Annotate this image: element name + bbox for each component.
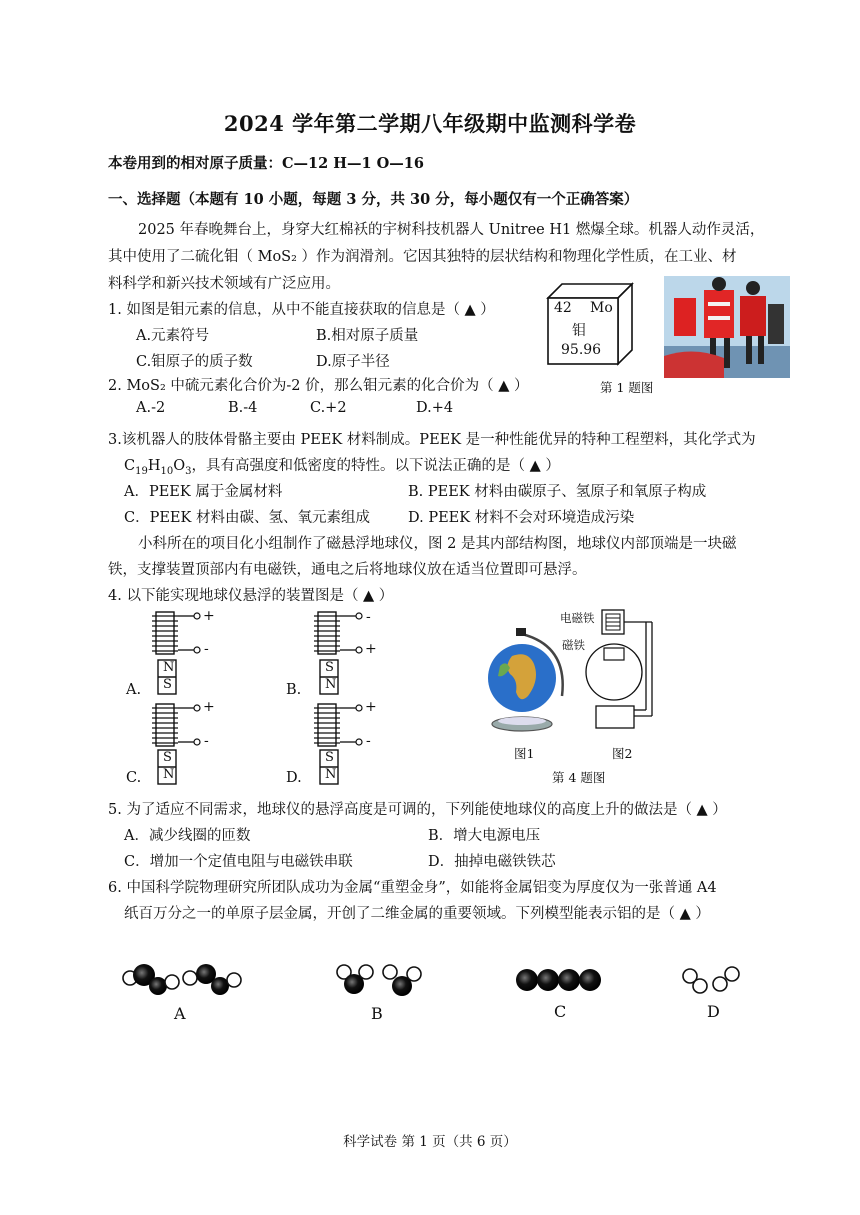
q4-a-pole-bottom: S [163,677,172,692]
q3-formula: $C_{19}H_{10}O_3$ [124,458,192,477]
model-label-c: C [554,1002,567,1021]
q1-option-b: B.相对原子质量 [316,328,419,344]
electromagnet-label: 电磁铁 [560,611,595,625]
page-footer: 科学试卷 第 1 页（共 6 页） [343,1134,517,1150]
q6-stem-1: 6. 中国科学院物理研究所团队成功为金属“重塑金身”，如能将金属铝变为厚度仅为一张普通 A4 [108,880,717,896]
model-b-diagram [334,960,430,1002]
q4-c-pole-bottom: N [163,767,175,782]
globe-figure [482,626,572,738]
robot-photo [664,276,790,378]
q4-label-d: D. [286,770,302,786]
q1-option-c: C.钼原子的质子数 [136,354,253,370]
q3-option-d: D. PEEK 材料不会对环境造成污染 [408,510,635,526]
q4-d-pole-bottom: N [325,767,337,782]
q4-b-pole-top: S [325,660,334,675]
q3-option-b: B. PEEK 材料由碳原子、氢原子和氧原子构成 [408,484,707,500]
element-number: 42 [554,300,572,316]
model-a-diagram [118,960,248,1002]
q4-stem: 4. 以下能实现地球仪悬浮的装置图是（ ▲ ） [108,588,394,604]
q3-stem-1: 3.该机器人的肢体骨骼主要由 PEEK 材料制成。PEEK 是一种性能优异的特种工程塑料，其化学式为 [108,432,756,448]
q2-option-d: D.+4 [416,400,454,416]
q2-stem: 2. MoS₂ 中硫元素化合价为-2 价，那么钼元素的化合价为（ ▲ ） [108,378,529,394]
q5-option-c: C．增加一个定值电阻与电磁铁串联 [124,854,353,870]
q4-a-terminal-1: + [203,608,215,624]
intro2-line-1: 小科所在的项目化小组制作了磁悬浮地球仪，图 2 是其内部结构图，地球仪内部顶端是一块磁 [138,536,737,552]
q5-stem: 5. 为了适应不同需求，地球仪的悬浮高度是可调的，下列能使地球仪的高度上升的做法是（ ▲ ） [108,802,727,818]
model-label-d: D [707,1002,720,1021]
q4-d-terminal-1: + [365,699,377,715]
q3-stem-2: $C_{19}H_{10}O_3$，具有高强度和低密度的特性。以下说法正确的是（ ▲ ） [124,458,560,477]
magnet-label: 磁铁 [562,638,585,652]
q4-b-terminal-2: + [365,641,377,657]
model-d-diagram [680,962,744,998]
fig2-label: 图2 [612,746,633,761]
atomic-mass-line: 本卷用到的相对原子质量：C—12 H—1 O—16 [108,155,424,172]
q5-option-a: A．减少线圈的匝数 [124,828,251,844]
model-c-diagram [514,962,606,998]
q4-label-a: A. [126,682,142,698]
q4-label-c: C. [126,770,142,786]
q1-option-d: D.原子半径 [316,354,390,370]
section-heading: 一、选择题（本题有 10 小题，每题 3 分，共 30 分，每小题仅有一个正确答案） [108,191,639,208]
q4-c-terminal-1: + [203,699,215,715]
q1-stem: 1. 如图是钼元素的信息，从中不能直接获取的信息是（ ▲ ） [108,302,495,318]
intro-line-3: 料科学和新兴技术领域有广泛应用。 [108,276,340,292]
q4-a-terminal-2: - [204,641,209,657]
q4-label-b: B. [286,682,302,698]
q4-d-terminal-2: - [366,733,371,749]
q4-a-pole-top: N [163,660,175,675]
element-symbol: Mo [590,300,613,316]
q1-option-a: A.元素符号 [136,328,210,344]
q3-option-a: A．PEEK 属于金属材料 [124,484,283,500]
exam-title: 2024 学年第二学期八年级期中监测科学卷 [223,111,637,136]
q4-c-terminal-2: - [204,733,209,749]
q2-option-b: B.-4 [228,400,258,416]
q2-option-a: A.-2 [136,400,166,416]
q4-b-terminal-1: - [366,609,371,625]
q4-d-pole-top: S [325,750,334,765]
q4-c-pole-top: S [163,750,172,765]
q3-option-c: C．PEEK 材料由碳、氢、氧元素组成 [124,510,370,526]
q6-stem-2: 纸百万分之一的单原子层金属，开创了二维金属的重要领域。下列模型能表示铝的是（ ▲ ） [124,906,710,922]
model-label-b: B [371,1004,383,1023]
intro2-line-2: 铁，支撑装置顶部内有电磁铁，通电之后将地球仪放在适当位置即可悬浮。 [108,562,587,578]
element-mass: 95.96 [561,342,602,358]
intro-line-2: 其中使用了二硫化钼（ MoS₂ ）作为润滑剂。它因其独特的层状结构和物理化学性质，在工业、材 [108,249,737,265]
element-name: 钼 [572,323,586,339]
structure-diagram [584,606,664,740]
q4-figure-caption: 第 4 题图 [552,770,606,785]
q2-option-c: C.+2 [310,400,347,416]
q4-b-pole-bottom: N [325,677,337,692]
model-label-a: A [174,1004,186,1023]
intro-line-1: 2025 年春晚舞台上，身穿大红棉袄的宇树科技机器人 Unitree H1 燃爆全球。机器人动作灵活， [138,222,765,238]
q5-option-b: B．增大电源电压 [428,828,541,844]
q5-option-d: D．抽掉电磁铁铁芯 [428,854,556,870]
q1-figure-caption: 第 1 题图 [600,380,654,395]
fig1-label: 图1 [514,746,535,761]
